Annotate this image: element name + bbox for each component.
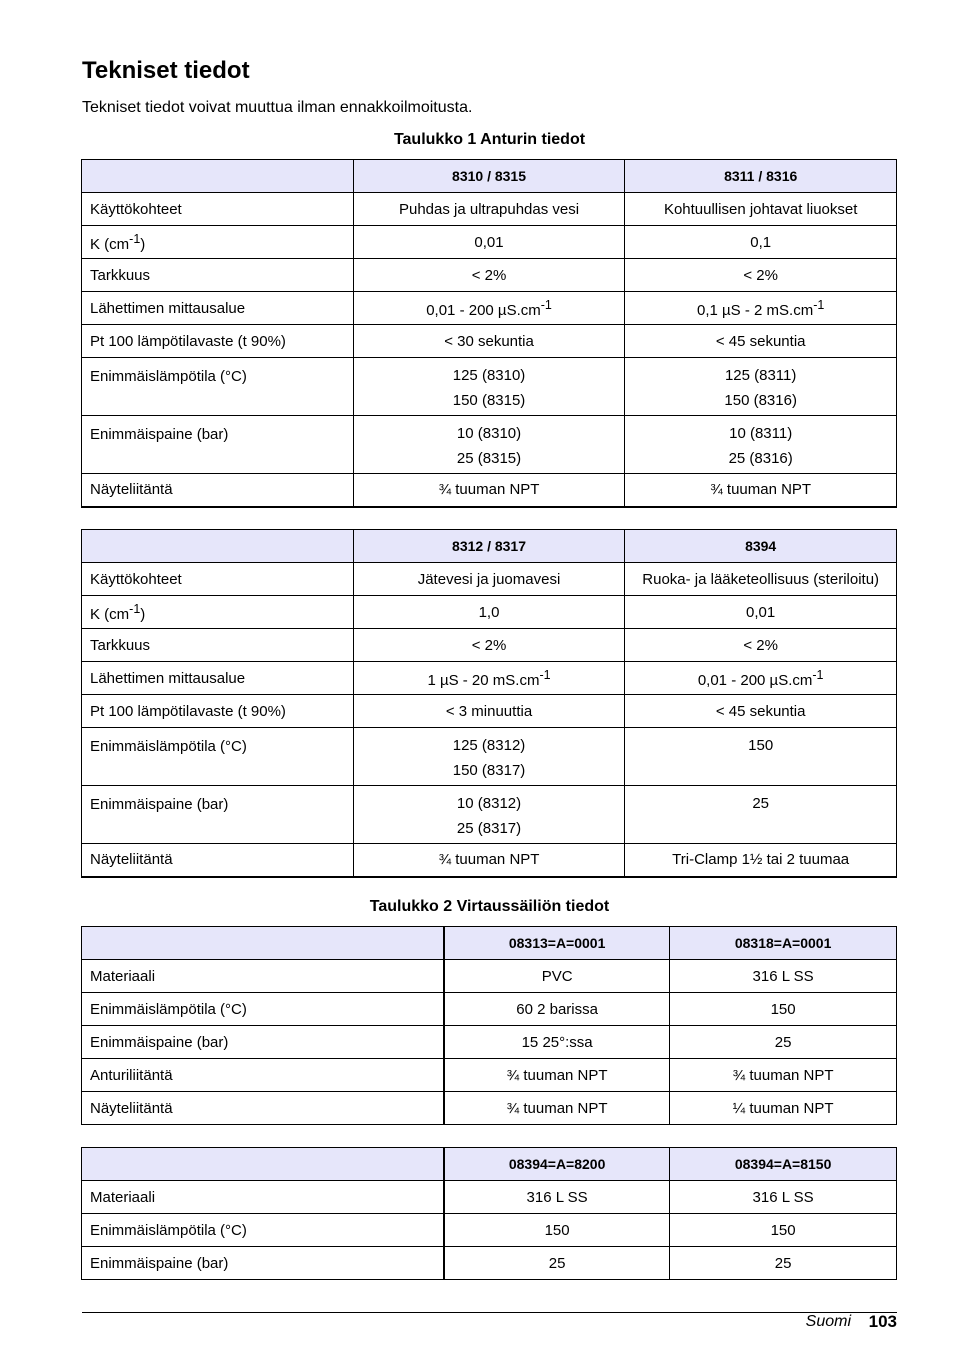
table-row — [82, 292, 897, 325]
row-label: Anturiliitäntä — [82, 1059, 445, 1092]
table-header-row — [82, 160, 897, 193]
table1-caption: Taulukko 1 Anturin tiedot — [393, 131, 586, 148]
table-row — [82, 1247, 897, 1280]
cell: 1 µS - 20 $mS.cm^{-1}$ — [353, 662, 625, 695]
header-col: 08394=A=8200 — [444, 1148, 670, 1181]
page-title: Tekniset tiedot — [82, 57, 250, 84]
cell: 10 (8310) 25 (8315) — [353, 416, 625, 474]
cell: 125 (8312) 150 (8317) — [353, 728, 625, 786]
table-row — [82, 993, 897, 1026]
table2-caption: Taulukko 2 Virtaussäiliön tiedot — [369, 898, 610, 915]
row-label: Tarkkuus — [82, 629, 354, 662]
cell: < 45 sekuntia — [625, 325, 897, 358]
table-header-row — [82, 530, 897, 563]
row-label: K $(cm^{-1})$ — [82, 226, 354, 259]
cell: ¾ tuuman NPT — [444, 1059, 670, 1092]
header-blank — [82, 927, 445, 960]
row-label: Käyttökohteet — [82, 193, 354, 226]
table-row — [82, 259, 897, 292]
cell: ¾ tuuman NPT — [353, 844, 625, 877]
cell: ¼ tuuman NPT — [670, 1092, 897, 1125]
cell: 1,0 — [353, 596, 625, 629]
cell: 316 L SS — [670, 960, 897, 993]
cell: 10 (8311) 25 (8316) — [625, 416, 897, 474]
table-row — [82, 596, 897, 629]
sensor-table-1 — [81, 159, 897, 508]
table-row — [82, 960, 897, 993]
table-row — [82, 662, 897, 695]
table-row — [82, 563, 897, 596]
table-row — [82, 844, 897, 877]
cell: ¾ tuuman NPT — [670, 1059, 897, 1092]
cell: Jätevesi ja juomavesi — [353, 563, 625, 596]
header-blank — [82, 160, 354, 193]
cell: 0,1 µS - 2 $mS.cm^{-1}$ — [625, 292, 897, 325]
row-label: Käyttökohteet — [82, 563, 354, 596]
page-number: 103 — [868, 1312, 897, 1331]
row-label: Enimmäislämpötila (°C) — [82, 358, 354, 416]
table-row — [82, 193, 897, 226]
cell: 25 — [670, 1026, 897, 1059]
cell: 10 (8312) 25 (8317) — [353, 786, 625, 844]
cell: ¾ tuuman NPT — [353, 474, 625, 507]
row-label: Enimmäispaine (bar) — [82, 1247, 445, 1280]
cell: < 30 sekuntia — [353, 325, 625, 358]
table-row — [82, 1181, 897, 1214]
table-row — [82, 786, 897, 844]
cell: 0,1 — [625, 226, 897, 259]
row-label: Enimmäislämpötila (°C) — [82, 728, 354, 786]
flowcell-table-2 — [81, 1147, 897, 1280]
row-label: Lähettimen mittausalue — [82, 292, 354, 325]
cell: ¾ tuuman NPT — [444, 1092, 670, 1125]
table-row — [82, 226, 897, 259]
table-row — [82, 474, 897, 507]
cell: 0,01 - 200 $\mu S.cm^{-1}$ — [353, 292, 625, 325]
cell: < 2% — [625, 259, 897, 292]
cell: 316 L SS — [670, 1181, 897, 1214]
row-label: Enimmäispaine (bar) — [82, 786, 354, 844]
table-row — [82, 1026, 897, 1059]
row-label: Enimmäislämpötila (°C) — [82, 1214, 445, 1247]
cell: 0,01 - 200 $\mu S.cm^{-1}$ — [625, 662, 897, 695]
cell: < 3 minuuttia — [353, 695, 625, 728]
table-row — [82, 629, 897, 662]
intro-text: Tekniset tiedot voivat muuttua ilman ennakkoilmoitusta. — [82, 99, 473, 116]
table-header-row — [82, 1148, 897, 1181]
table-row — [82, 1059, 897, 1092]
row-label: Näyteliitäntä — [82, 844, 354, 877]
header-blank — [82, 530, 354, 563]
header-col: 08394=A=8150 — [670, 1148, 897, 1181]
cell: < 45 sekuntia — [625, 695, 897, 728]
cell: Tri-Clamp 1½ tai 2 tuumaa — [625, 844, 897, 877]
cell: < 2% — [353, 629, 625, 662]
row-label: Pt 100 lämpötilavaste (t 90%) — [82, 325, 354, 358]
row-label: Materiaali — [82, 1181, 445, 1214]
table-row — [82, 728, 897, 786]
cell: ¾ tuuman NPT — [625, 474, 897, 507]
cell: 0,01 — [625, 596, 897, 629]
table-row — [82, 1092, 897, 1125]
header-blank — [82, 1148, 445, 1181]
cell: 316 L SS — [444, 1181, 670, 1214]
row-label: K $(cm^{-1})$ — [82, 596, 354, 629]
row-label: Enimmäislämpötila (°C) — [82, 993, 445, 1026]
header-col: 8394 — [625, 530, 897, 563]
table-row — [82, 358, 897, 416]
cell: 150 — [670, 993, 897, 1026]
header-col: 8311 / 8316 — [625, 160, 897, 193]
flowcell-table-1 — [81, 926, 897, 1125]
header-col: 08313=A=0001 — [444, 927, 670, 960]
cell: 125 (8311) 150 (8316) — [625, 358, 897, 416]
footer-divider — [82, 1312, 897, 1313]
cell: Kohtuullisen johtavat liuokset — [625, 193, 897, 226]
cell: 150 — [625, 728, 897, 786]
cell: < 2% — [353, 259, 625, 292]
cell: PVC — [444, 960, 670, 993]
table-row — [82, 325, 897, 358]
cell: 150 — [670, 1214, 897, 1247]
table-header-row — [82, 927, 897, 960]
table-row — [82, 695, 897, 728]
row-label: Lähettimen mittausalue — [82, 662, 354, 695]
cell: 25 — [670, 1247, 897, 1280]
cell: 25 — [625, 786, 897, 844]
table-row — [82, 416, 897, 474]
row-label: Materiaali — [82, 960, 445, 993]
header-col: 8312 / 8317 — [353, 530, 625, 563]
row-label: Pt 100 lämpötilavaste (t 90%) — [82, 695, 354, 728]
row-label: Näyteliitäntä — [82, 1092, 445, 1125]
cell: 15 25°:ssa — [444, 1026, 670, 1059]
header-col: 8310 / 8315 — [353, 160, 625, 193]
cell: 0,01 — [353, 226, 625, 259]
cell: Puhdas ja ultrapuhdas vesi — [353, 193, 625, 226]
footer-language: Suomi — [805, 1313, 851, 1330]
cell: Ruoka- ja lääketeollisuus (steriloitu) — [625, 563, 897, 596]
row-label: Näyteliitäntä — [82, 474, 354, 507]
cell: 60 2 barissa — [444, 993, 670, 1026]
cell: 125 (8310) 150 (8315) — [353, 358, 625, 416]
row-label: Enimmäispaine (bar) — [82, 1026, 445, 1059]
cell: 25 — [444, 1247, 670, 1280]
row-label: Tarkkuus — [82, 259, 354, 292]
sensor-table-2 — [81, 529, 897, 878]
cell: 150 — [444, 1214, 670, 1247]
table-row — [82, 1214, 897, 1247]
header-col: 08318=A=0001 — [670, 927, 897, 960]
row-label: Enimmäispaine (bar) — [82, 416, 354, 474]
cell: < 2% — [625, 629, 897, 662]
